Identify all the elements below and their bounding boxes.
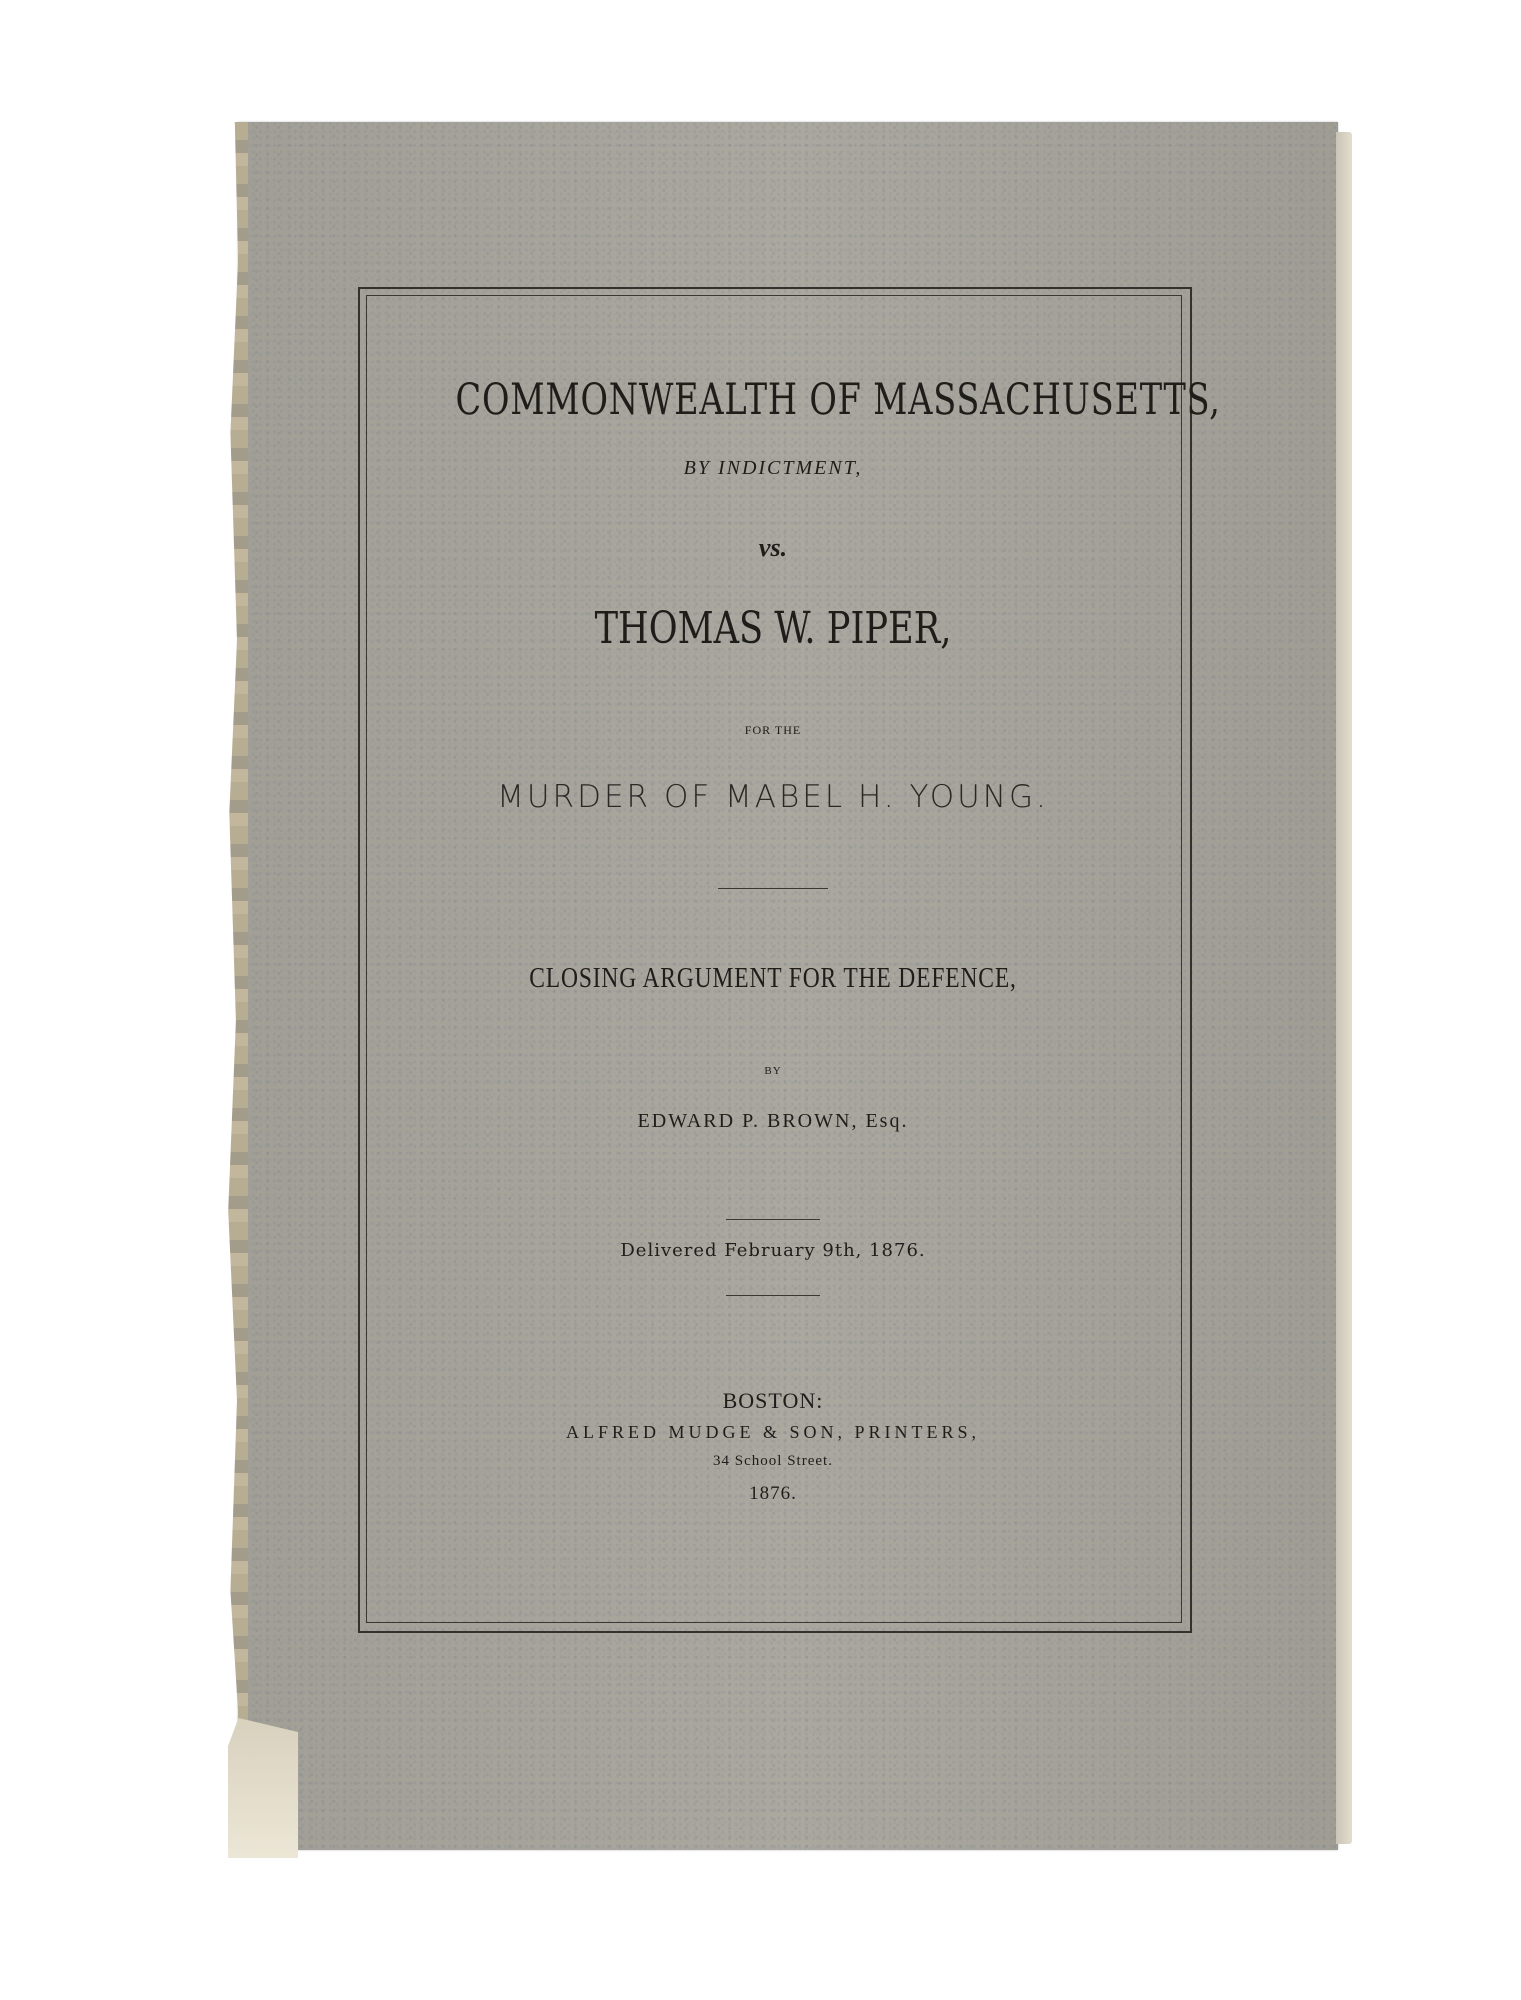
delivery-date: Delivered February 9th, 1876. bbox=[620, 1240, 926, 1261]
case-title: COMMONWEALTH OF MASSACHUSETTS, bbox=[455, 375, 1221, 425]
versus-line: vs. bbox=[758, 533, 788, 562]
pamphlet-cover bbox=[238, 122, 1338, 1850]
indictment-line: BY INDICTMENT, bbox=[683, 457, 863, 479]
divider-rule-lower bbox=[726, 1295, 820, 1296]
argument-title: CLOSING ARGUMENT FOR THE DEFENCE, bbox=[529, 963, 1017, 994]
title-page bbox=[366, 295, 1221, 1621]
by-line: BY bbox=[764, 1065, 782, 1077]
imprint-address: 34 School Street. bbox=[713, 1453, 833, 1469]
defendant-name: THOMAS W. PIPER, bbox=[594, 603, 952, 654]
author-name: EDWARD P. BROWN, Esq. bbox=[637, 1110, 909, 1132]
imprint-printer: ALFRED MUDGE & SON, PRINTERS, bbox=[565, 1422, 981, 1442]
divider-rule-upper bbox=[726, 1219, 820, 1220]
charge-line: MURDER OF MABEL H. YOUNG. bbox=[497, 779, 1049, 815]
imprint-year: 1876. bbox=[749, 1483, 797, 1504]
torn-left-edge bbox=[226, 122, 248, 1850]
for-the-line: FOR THE bbox=[744, 723, 802, 737]
worn-corner bbox=[228, 1718, 298, 1858]
divider-rule bbox=[718, 888, 828, 889]
imprint-city: BOSTON: bbox=[722, 1388, 824, 1413]
worn-right-edge bbox=[1336, 132, 1352, 1844]
